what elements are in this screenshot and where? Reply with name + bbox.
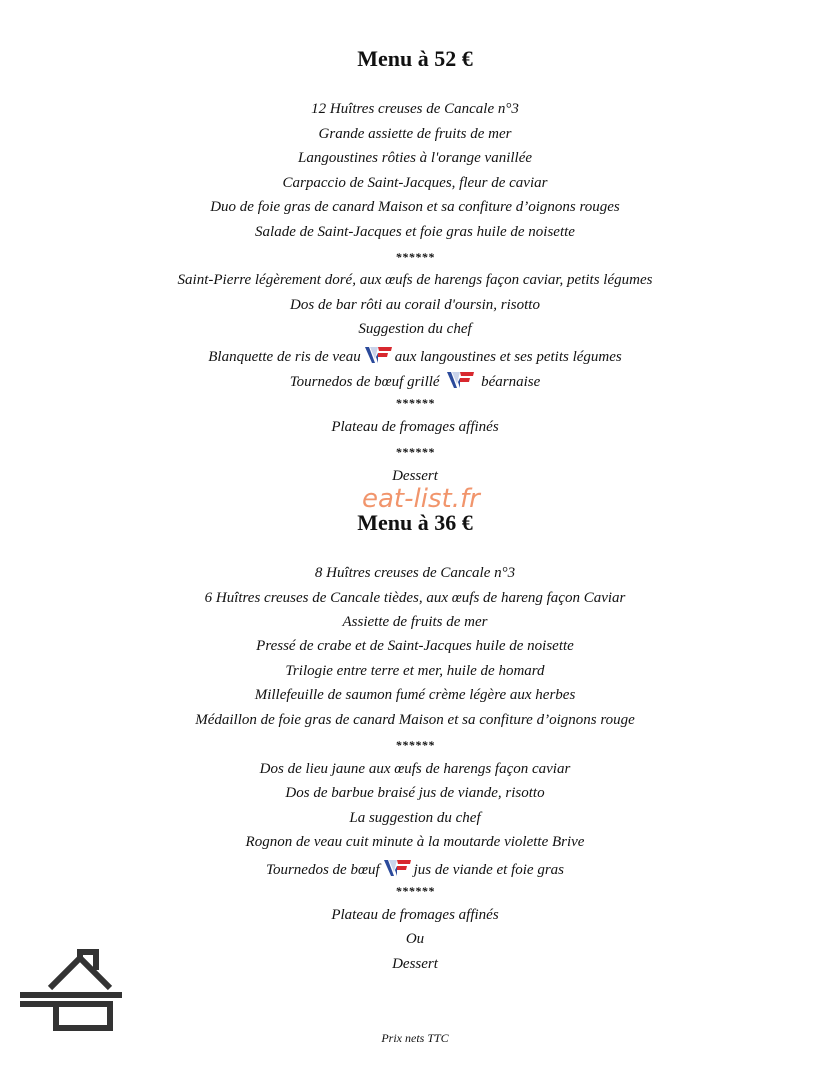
menu-52-item: Salade de Saint-Jacques et foie gras huile de noisette (255, 224, 575, 240)
menu-36-item: Dos de lieu jaune aux œufs de harengs façon caviar (259, 761, 571, 777)
menu-52-item: Duo de foie gras de canard Maison et sa confiture d’oignons rouges (210, 199, 620, 215)
menu-52-item-part: béarnaise (481, 374, 541, 390)
viande-francaise-icon (363, 344, 393, 366)
menu-36-item: Médaillon de foie gras de canard Maison et sa confiture d’oignons rouge (195, 712, 635, 728)
separator: ****** (395, 445, 435, 459)
menu-52-item-part: Blanquette de ris de veau (208, 349, 361, 365)
menu-52-item: Suggestion du chef (358, 321, 472, 337)
menu-36-item: Trilogie entre terre et mer, huile de homard (285, 663, 545, 679)
separator: ****** (395, 396, 435, 410)
menu-52-title: Menu à 52 € (357, 46, 473, 71)
menu-52-item: Carpaccio de Saint-Jacques, fleur de caviar (282, 175, 548, 191)
menu-52-item: Langoustines rôties à l'orange vanillée (297, 150, 533, 166)
separator: ****** (395, 884, 435, 898)
menu-52-item: Dos de bar rôti au corail d'oursin, risotto (290, 297, 540, 313)
menu-36-item-part: jus de viande et foie gras (413, 862, 565, 878)
separator: ****** (395, 738, 435, 752)
menu-52-item: Grande assiette de fruits de mer (318, 126, 512, 142)
viande-francaise-icon (382, 857, 412, 879)
menu-36-item: Dos de barbue braisé jus de viande, risotto (285, 785, 545, 801)
menu-36-item: Assiette de fruits de mer (342, 614, 488, 630)
menu-36-item: Ou (405, 931, 425, 947)
separator: ****** (395, 250, 435, 264)
menu-52-item: Dessert (392, 468, 438, 484)
watermark: eat-list.fr (362, 484, 480, 514)
menu-36-item: Pressé de crabe et de Saint-Jacques huile de noisette (256, 638, 574, 654)
menu-36-title: Menu à 36 € (357, 510, 473, 535)
menu-52-item-part: aux langoustines et ses petits légumes (394, 349, 622, 365)
menu-52-item: Saint-Pierre légèrement doré, aux œufs de harengs façon caviar, petits légumes (177, 272, 653, 288)
menu-36-item-part: Tournedos de bœuf (265, 862, 380, 878)
menu-52-item: 12 Huîtres creuses de Cancale n°3 (311, 101, 519, 117)
menu-52-item (0, 369, 830, 391)
viande-francaise-icon (445, 369, 475, 391)
menu-52-item: Plateau de fromages affinés (331, 419, 499, 435)
menu-36-item: 6 Huîtres creuses de Cancale tièdes, aux œufs de hareng façon Caviar (204, 590, 626, 606)
menu-36-item: Rognon de veau cuit minute à la moutarde violette Brive (245, 834, 585, 850)
menu-36-item: Dessert (392, 956, 438, 972)
footer-note: Prix nets TTC (381, 1031, 449, 1045)
menu-52-item (0, 344, 830, 366)
menu-52-item-part: Tournedos de bœuf grillé (289, 374, 440, 390)
menu-36-item (0, 857, 830, 879)
menu-36-item: Plateau de fromages affinés (331, 907, 499, 923)
menu-36-item: 8 Huîtres creuses de Cancale n°3 (314, 565, 516, 581)
menu-36-item: La suggestion du chef (349, 810, 481, 826)
fait-maison-house-icon (18, 948, 122, 1032)
menu-36-item: Millefeuille de saumon fumé crème légère aux herbes (254, 687, 576, 703)
